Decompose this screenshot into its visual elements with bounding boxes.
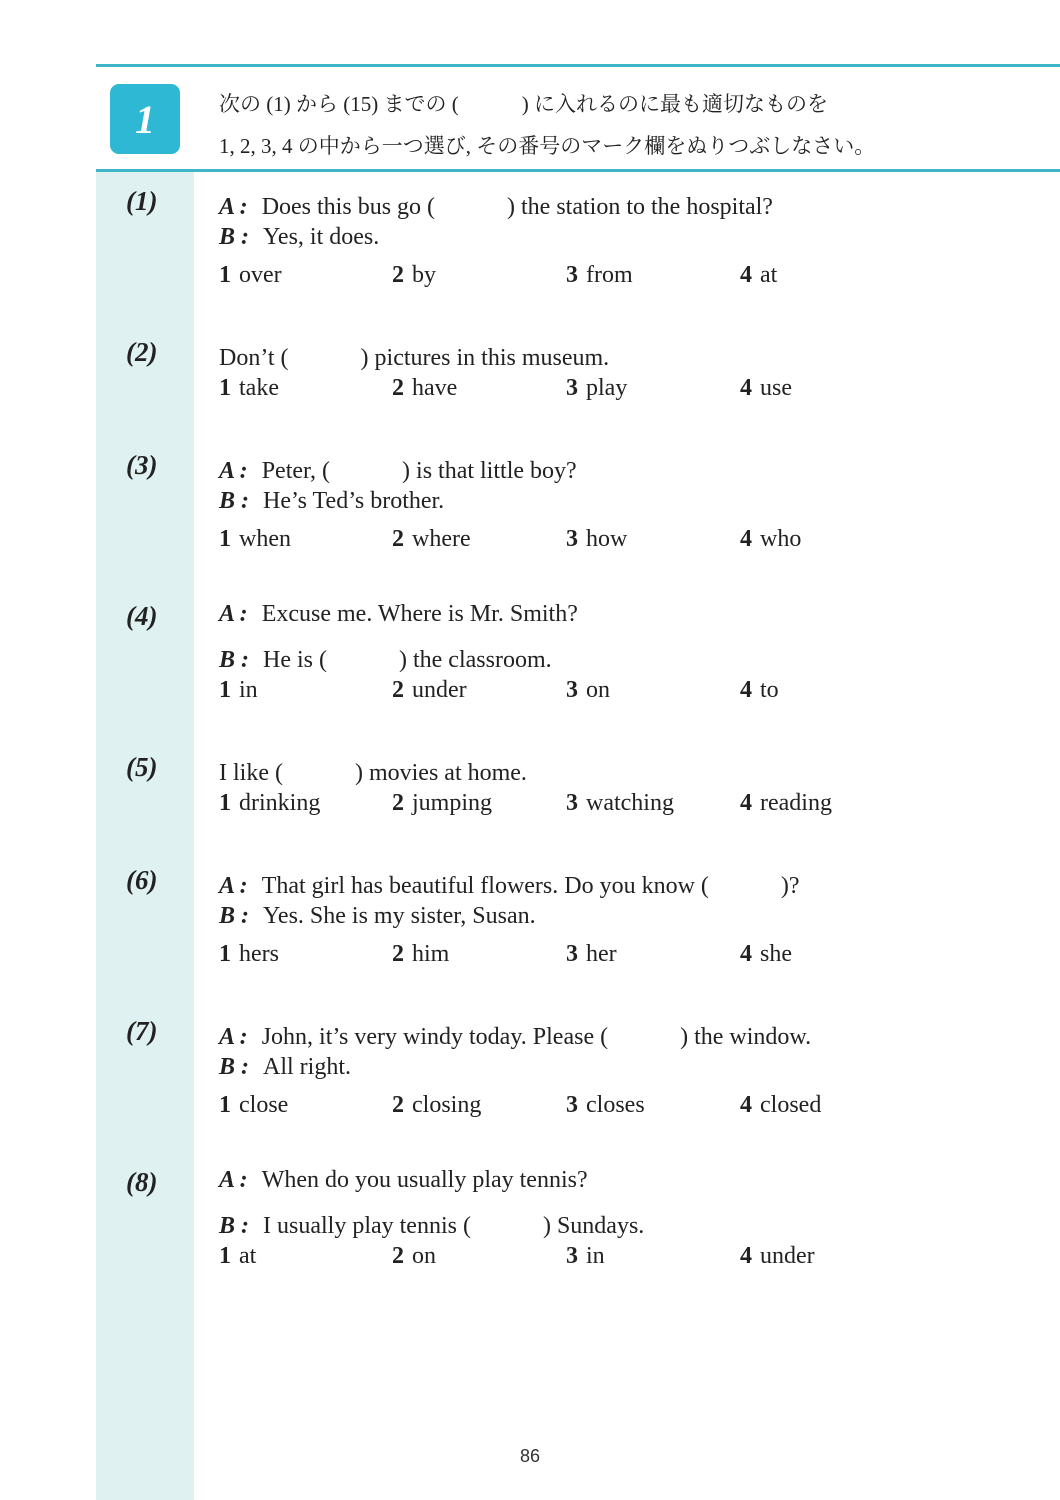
- question-line: [219, 601, 578, 628]
- question-line: [219, 903, 536, 930]
- choice-label: drinking: [239, 790, 321, 816]
- answer-choice-1: [219, 1092, 288, 1119]
- choice-label: her: [586, 941, 617, 967]
- question-text: Excuse me. Where is Mr. Smith?: [261, 601, 578, 627]
- header-top-rule: [96, 64, 1060, 67]
- choice-number: 3: [566, 790, 578, 816]
- choice-number: 3: [566, 941, 578, 967]
- section-badge: 1: [110, 84, 180, 154]
- choice-label: when: [239, 526, 291, 552]
- speaker-label: A :: [219, 601, 248, 627]
- question-text: He is ( ) the classroom.: [263, 647, 552, 673]
- answer-choice-4: [740, 262, 777, 289]
- speaker-label: A :: [219, 1167, 248, 1193]
- choice-label: under: [412, 677, 467, 703]
- answer-choice-3: [566, 262, 633, 289]
- choice-number: 3: [566, 526, 578, 552]
- choice-number: 3: [566, 1092, 578, 1118]
- answer-choice-2: [392, 375, 457, 402]
- answer-choice-4: [740, 1092, 821, 1119]
- choice-label: from: [586, 262, 633, 288]
- choice-label: who: [760, 526, 802, 552]
- choice-label: where: [412, 526, 471, 552]
- choice-number: 3: [566, 375, 578, 401]
- answer-choice-3: [566, 375, 627, 402]
- choice-label: under: [760, 1243, 815, 1269]
- speaker-label: A :: [219, 1024, 248, 1050]
- answer-choice-2: [392, 262, 436, 289]
- question-line: [219, 488, 444, 515]
- answer-choice-2: [392, 1243, 436, 1270]
- choice-label: she: [760, 941, 792, 967]
- speaker-label: B :: [219, 903, 249, 929]
- question-number: (6): [126, 865, 158, 895]
- choice-number: 2: [392, 1243, 404, 1269]
- answer-choice-3: [566, 790, 674, 817]
- answer-choice-3: [566, 1243, 605, 1270]
- question-number: (4): [126, 601, 158, 631]
- question-text: When do you usually play tennis?: [261, 1167, 588, 1193]
- question-text: I usually play tennis ( ) Sundays.: [263, 1213, 645, 1239]
- choice-label: on: [586, 677, 610, 703]
- answer-choice-4: [740, 526, 801, 553]
- choice-label: play: [586, 375, 628, 401]
- choice-number: 4: [740, 262, 752, 288]
- choice-label: over: [239, 262, 282, 288]
- choice-label: how: [586, 526, 628, 552]
- question-text: Peter, ( ) is that little boy?: [261, 458, 577, 484]
- answer-choice-2: [392, 790, 492, 817]
- speaker-label: A :: [219, 458, 248, 484]
- choice-label: closed: [760, 1092, 822, 1118]
- choice-number: 4: [740, 941, 752, 967]
- choice-number: 1: [219, 526, 231, 552]
- choice-number: 1: [219, 375, 231, 401]
- page-number: 86: [519, 1446, 541, 1466]
- answer-choice-3: [566, 1092, 645, 1119]
- answer-choice-1: [219, 941, 279, 968]
- question-text: That girl has beautiful flowers. Do you know ( )?: [261, 873, 800, 899]
- question-text: He’s Ted’s brother.: [263, 488, 445, 514]
- choice-label: by: [412, 262, 436, 288]
- choice-number: 2: [392, 375, 404, 401]
- question-text: Does this bus go ( ) the station to the hospital?: [261, 194, 773, 220]
- question-line: [219, 186, 773, 221]
- answer-choice-1: [219, 790, 320, 817]
- answer-choice-2: [392, 941, 449, 968]
- question-number-band: [96, 172, 194, 1500]
- choice-label: use: [760, 375, 792, 401]
- question-text: I like ( ) movies at home.: [219, 760, 527, 786]
- choice-number: 4: [740, 677, 752, 703]
- choice-number: 1: [219, 941, 231, 967]
- choice-number: 1: [219, 262, 231, 288]
- choice-number: 2: [392, 677, 404, 703]
- question-number: (7): [126, 1016, 158, 1046]
- answer-choice-3: [566, 526, 627, 553]
- choice-number: 2: [392, 526, 404, 552]
- question-number: (3): [126, 450, 158, 480]
- answer-choice-4: [740, 1243, 815, 1270]
- choice-label: in: [239, 677, 258, 703]
- speaker-label: B :: [219, 647, 249, 673]
- speaker-label: A :: [219, 194, 248, 220]
- question-line: [219, 865, 800, 900]
- question-number: (5): [126, 752, 158, 782]
- choice-number: 1: [219, 790, 231, 816]
- answer-choice-3: [566, 677, 610, 704]
- question-text: All right.: [263, 1054, 351, 1080]
- choice-number: 4: [740, 375, 752, 401]
- choice-label: at: [760, 262, 778, 288]
- choice-label: closing: [412, 1092, 482, 1118]
- question-line: [219, 1205, 644, 1240]
- question-line: [219, 752, 527, 787]
- question-line: [219, 1054, 351, 1081]
- question-line: [219, 224, 379, 251]
- question-text: Yes. She is my sister, Susan.: [263, 903, 536, 929]
- answer-choice-1: [219, 262, 282, 289]
- answer-choice-4: [740, 941, 792, 968]
- answer-choice-3: [566, 941, 617, 968]
- question-number: (8): [126, 1167, 158, 1197]
- choice-label: watching: [586, 790, 674, 816]
- speaker-label: B :: [219, 1213, 249, 1239]
- answer-choice-2: [392, 1092, 481, 1119]
- answer-choice-2: [392, 526, 471, 553]
- choice-number: 2: [392, 790, 404, 816]
- choice-number: 4: [740, 1243, 752, 1269]
- answer-choice-4: [740, 677, 779, 704]
- choice-number: 2: [392, 1092, 404, 1118]
- choice-label: closes: [586, 1092, 645, 1118]
- question-line: [219, 1016, 811, 1051]
- question-line: [219, 337, 609, 372]
- choice-number: 4: [740, 526, 752, 552]
- speaker-label: A :: [219, 873, 248, 899]
- question-line: [219, 639, 552, 674]
- choice-number: 4: [740, 790, 752, 816]
- instruction-line-2: 1, 2, 3, 4 の中から一つ選び, その番号のマーク欄をぬりつぶしなさい。: [219, 134, 876, 158]
- choice-number: 3: [566, 262, 578, 288]
- choice-number: 1: [219, 1243, 231, 1269]
- header-bottom-rule: [96, 169, 1060, 172]
- question-text: Yes, it does.: [263, 224, 380, 250]
- choice-label: reading: [760, 790, 832, 816]
- choice-number: 2: [392, 262, 404, 288]
- instruction-line-1: 次の (1) から (15) までの ( ) に入れるのに最も適切なものを: [219, 92, 828, 116]
- choice-label: close: [239, 1092, 289, 1118]
- speaker-label: B :: [219, 488, 249, 514]
- choice-label: have: [412, 375, 458, 401]
- choice-label: to: [760, 677, 779, 703]
- choice-number: 3: [566, 677, 578, 703]
- choice-label: take: [239, 375, 279, 401]
- answer-choice-4: [740, 790, 832, 817]
- choice-label: hers: [239, 941, 279, 967]
- choice-number: 4: [740, 1092, 752, 1118]
- choice-label: jumping: [412, 790, 493, 816]
- question-number: (1): [126, 186, 158, 216]
- speaker-label: B :: [219, 1054, 249, 1080]
- question-number: (2): [126, 337, 158, 367]
- choice-label: on: [412, 1243, 436, 1269]
- question-text: John, it’s very windy today. Please ( ) the window.: [261, 1024, 812, 1050]
- answer-choice-1: [219, 1243, 256, 1270]
- question-line: [219, 1167, 588, 1194]
- answer-choice-4: [740, 375, 792, 402]
- choice-number: 1: [219, 1092, 231, 1118]
- question-text: Don’t ( ) pictures in this museum.: [219, 345, 610, 371]
- choice-number: 1: [219, 677, 231, 703]
- answer-choice-1: [219, 375, 279, 402]
- answer-choice-1: [219, 526, 291, 553]
- answer-choice-1: [219, 677, 258, 704]
- answer-choice-2: [392, 677, 467, 704]
- choice-label: at: [239, 1243, 257, 1269]
- question-line: [219, 450, 577, 485]
- choice-number: 3: [566, 1243, 578, 1269]
- choice-label: in: [586, 1243, 605, 1269]
- speaker-label: B :: [219, 224, 249, 250]
- choice-label: him: [412, 941, 450, 967]
- choice-number: 2: [392, 941, 404, 967]
